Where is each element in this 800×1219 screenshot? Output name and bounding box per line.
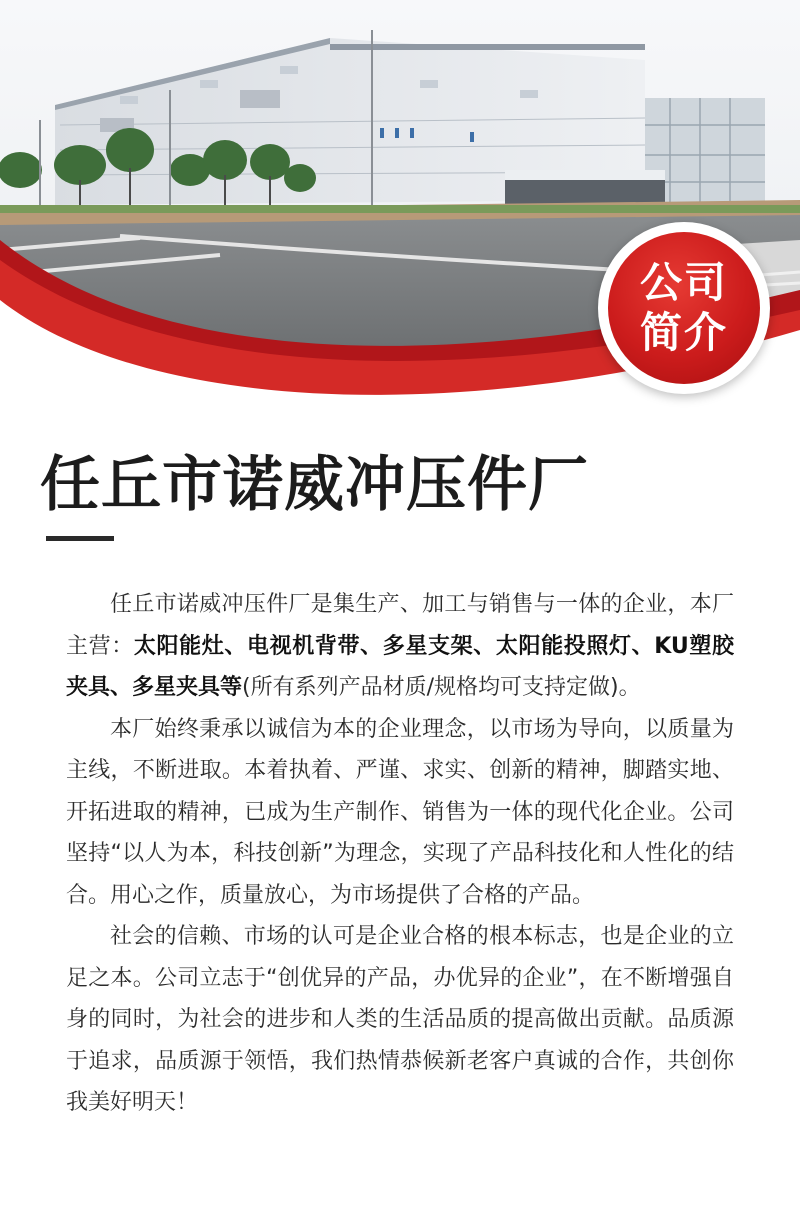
section-badge <box>598 222 770 394</box>
title-underline <box>46 536 114 541</box>
intro-text: 任丘市诺威冲压件厂是集生产、加工与销售与一体的企业，本厂主营： <box>66 592 734 659</box>
intro-paragraph-1 <box>66 584 734 709</box>
badge-line-2: 简介 <box>639 308 728 357</box>
main-products: 太阳能灶、电视机背带、多星支架、太阳能投照灯、KU塑胶夹具、多星夹具等 <box>66 633 734 700</box>
section-badge-inner <box>608 232 760 384</box>
custom-note: (所有系列产品材质/规格均可支持定做)。 <box>242 675 641 700</box>
hero-banner <box>0 0 800 420</box>
intro-paragraph-2: 本厂始终秉承以诚信为本的企业理念，以市场为导向，以质量为主线，不断进取。本着执着、严谨、求实、创新的精神，脚踏实地、开拓进取的精神，已成为生产制作、销售为一体的现代化企业。公司坚持“以人为本，科技创新”为理念，实现了产品科技化和人性化的结合。用心之作，质量放心，为市场提供了合格的产品。 <box>66 716 734 908</box>
intro-paragraph-3: 社会的信赖、市场的认可是企业合格的根本标志，也是企业的立足之本。公司立志于“创优异的产品，办优异的企业”，在不断增强自身的同时，为社会的进步和人类的生活品质的提高做出贡献。品质源于追求，品质源于领悟，我们热情恭候新老客户真诚的合作，共创你我美好明天！ <box>66 924 734 1115</box>
badge-line-1: 公司 <box>639 258 728 307</box>
company-intro <box>66 584 734 1124</box>
company-title: 任丘市诺威冲压件厂 <box>40 450 589 520</box>
